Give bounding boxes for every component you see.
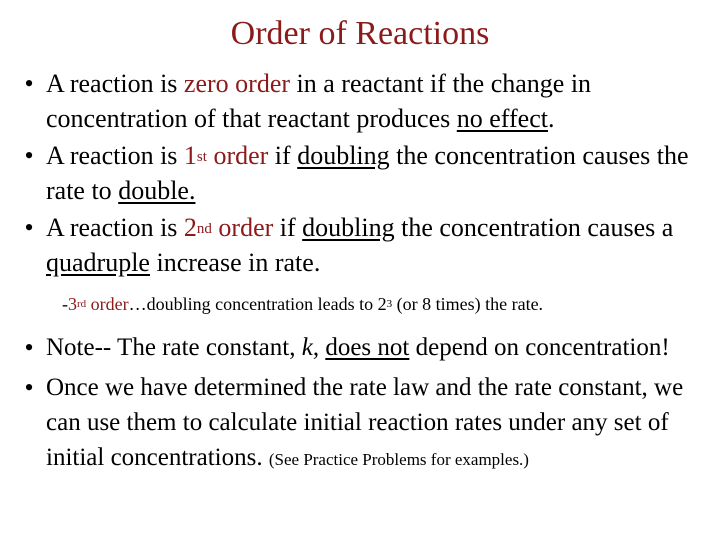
order-number: 3 <box>68 294 77 314</box>
order-word: order <box>86 294 129 314</box>
bullet-dot: • <box>24 69 34 98</box>
text-segment: A reaction is <box>46 141 184 170</box>
emphasis-no-effect: no effect <box>456 104 548 133</box>
order-word: order <box>206 141 269 170</box>
variable-k: k <box>301 334 313 361</box>
order-suffix: nd <box>196 221 212 237</box>
practice-note: (See Practice Problems for examples.) <box>268 450 529 469</box>
exponent: 3 <box>386 298 393 310</box>
order-suffix: st <box>196 149 207 165</box>
text-segment: the concentration causes a <box>394 213 674 242</box>
order-number: 2 <box>183 213 197 242</box>
bullet-first-order <box>20 138 700 208</box>
order-suffix: rd <box>77 298 87 310</box>
bullet-note <box>20 330 700 366</box>
bullet-text <box>46 210 700 280</box>
order-number: 1 <box>183 141 197 170</box>
text-segment: depend on concentration! <box>409 334 670 361</box>
bullet-zero-order <box>20 66 700 136</box>
term-third-order <box>68 294 129 314</box>
bullet-dot: • <box>24 373 34 402</box>
bullet-rate-law <box>20 370 700 476</box>
emphasis-doubling: doubling <box>302 213 395 242</box>
bullet-second-order <box>20 210 700 280</box>
bullet-dot: • <box>24 141 34 170</box>
text-segment: if <box>268 141 298 170</box>
text-segment: (or 8 times) the rate. <box>392 294 544 314</box>
emphasis-does-not: does not <box>325 334 410 361</box>
bullet-dot: • <box>24 213 34 242</box>
text-segment: if <box>273 213 303 242</box>
term-first-order <box>184 141 268 170</box>
page-title: Order of Reactions <box>230 15 490 52</box>
order-word: order <box>211 213 274 242</box>
text-segment: Note-- The rate constant, <box>46 334 302 361</box>
emphasis-doubling: doubling <box>297 141 390 170</box>
text-segment: increase in rate. <box>149 248 321 277</box>
emphasis-double: double. <box>118 176 196 205</box>
text-segment: . <box>547 104 555 133</box>
bullet-text <box>46 330 700 365</box>
term-zero-order: zero order <box>183 69 291 98</box>
text-segment: A reaction is <box>46 213 184 242</box>
bullet-text <box>46 138 700 208</box>
text-segment: A reaction is <box>46 69 184 98</box>
bullet-text <box>46 66 700 136</box>
bullet-dot: • <box>24 333 34 362</box>
text-segment: in a reactant if the change in concentration of that reactant produces <box>46 69 592 133</box>
sub-dash: - <box>62 294 68 314</box>
term-second-order <box>184 213 273 242</box>
text-segment: the concentration causes the rate to <box>46 141 689 205</box>
text-segment: …doubling concentration leads to 2 <box>128 294 387 314</box>
emphasis-quadruple: quadruple <box>46 248 150 277</box>
text-segment: , <box>312 334 326 361</box>
bullet-text <box>46 370 700 477</box>
sub-bullet-third-order <box>62 292 702 316</box>
text-segment: Once we have determined the rate law and the rate constant, we can use them to calculate initial reaction rates under any set of initial concentrations. <box>46 374 684 471</box>
